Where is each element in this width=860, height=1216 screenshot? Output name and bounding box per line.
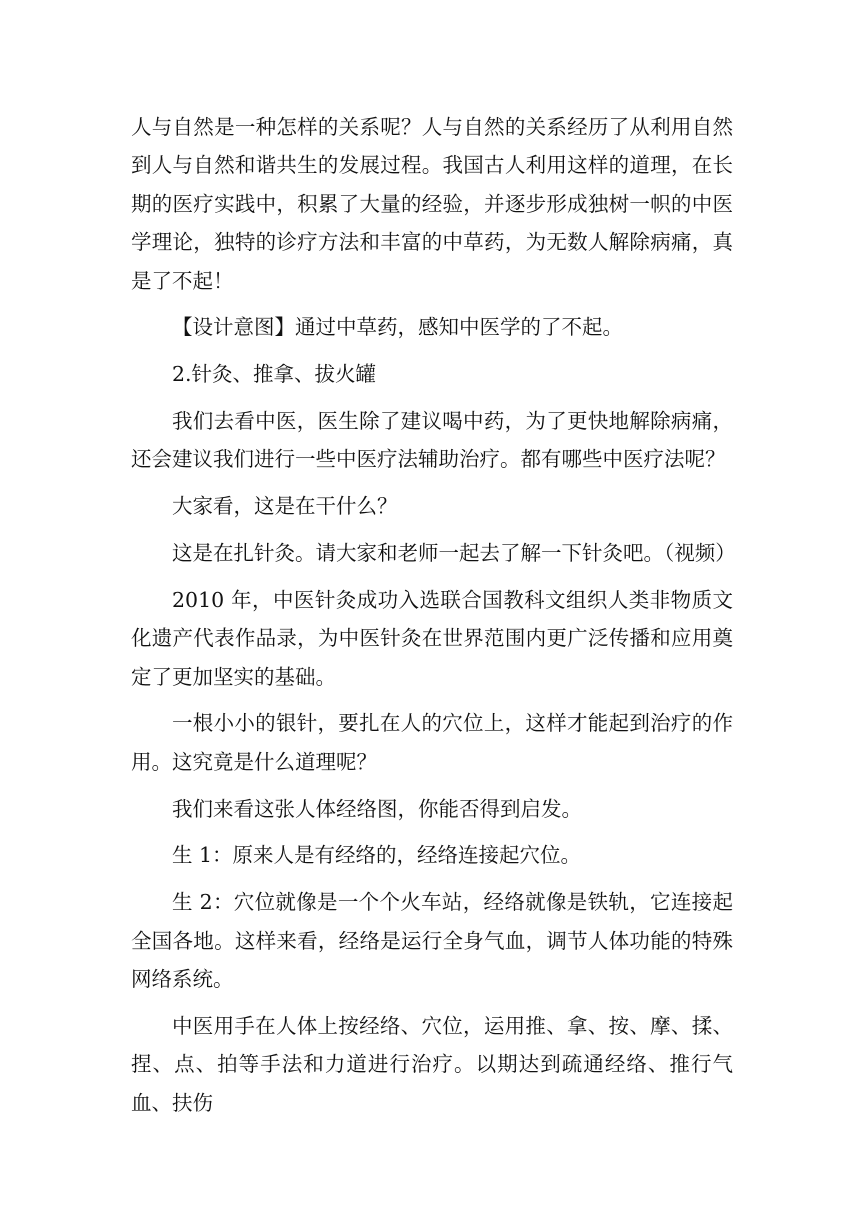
- section-heading-acupuncture: 2.针灸、推拿、拔火罐: [172, 362, 377, 387]
- paragraph-student-1: 生 1：原来人是有经络的，经络连接起穴位。: [172, 843, 582, 868]
- paragraph-nature-relation: 人与自然是一种怎样的关系呢？人与自然的关系经历了从利用自然到人与自然和谐共生的发展过程。我国古人利用这样的道理，在长期的医疗实践中，积累了大量的经验，并逐步形成独树一帜的中医学理论，独特的诊疗方法和丰富的中草药，为无数人解除病痛，真是了不起！: [131, 115, 733, 293]
- paragraph-acupuncture-video: 这是在扎针灸。请大家和老师一起去了解一下针灸吧。（视频）: [172, 541, 736, 566]
- paragraph-massage: 中医用手在人体上按经络、穴位，运用推、拿、按、摩、揉、捏、点、拍等手法和力道进行治疗。以期达到疏通经络、推行气血、扶伤: [131, 1013, 733, 1115]
- paragraph-silver-needle: 一根小小的银针，要扎在人的穴位上，这样才能起到治疗的作用。这究竟是什么道理呢？: [131, 711, 733, 774]
- body-text: [131, 108, 736, 1130]
- paragraph-design-intent: 【设计意图】通过中草药，感知中医学的了不起。: [172, 315, 623, 340]
- paragraph-tcm-therapies: 我们去看中医，医生除了建议喝中药，为了更快地解除病痛，还会建议我们进行一些中医疗法辅助治疗。都有哪些中医疗法呢？: [131, 409, 733, 472]
- paragraph-question: 大家看，这是在干什么？: [172, 494, 398, 519]
- paragraph-meridian-chart: 我们来看这张人体经络图，你能否得到启发。: [172, 796, 582, 821]
- paragraph-unesco-2010: 2010 年，中医针灸成功入选联合国教科文组织人类非物质文化遗产代表作品录，为中医针灸在世界范围内更广泛传播和应用奠定了更加坚实的基础。: [131, 587, 733, 689]
- paragraph-student-2: 生 2：穴位就像是一个个火车站，经络就像是铁轨，它连接起全国各地。这样来看，经络是运行全身气血，调节人体功能的特殊网络系统。: [131, 890, 733, 992]
